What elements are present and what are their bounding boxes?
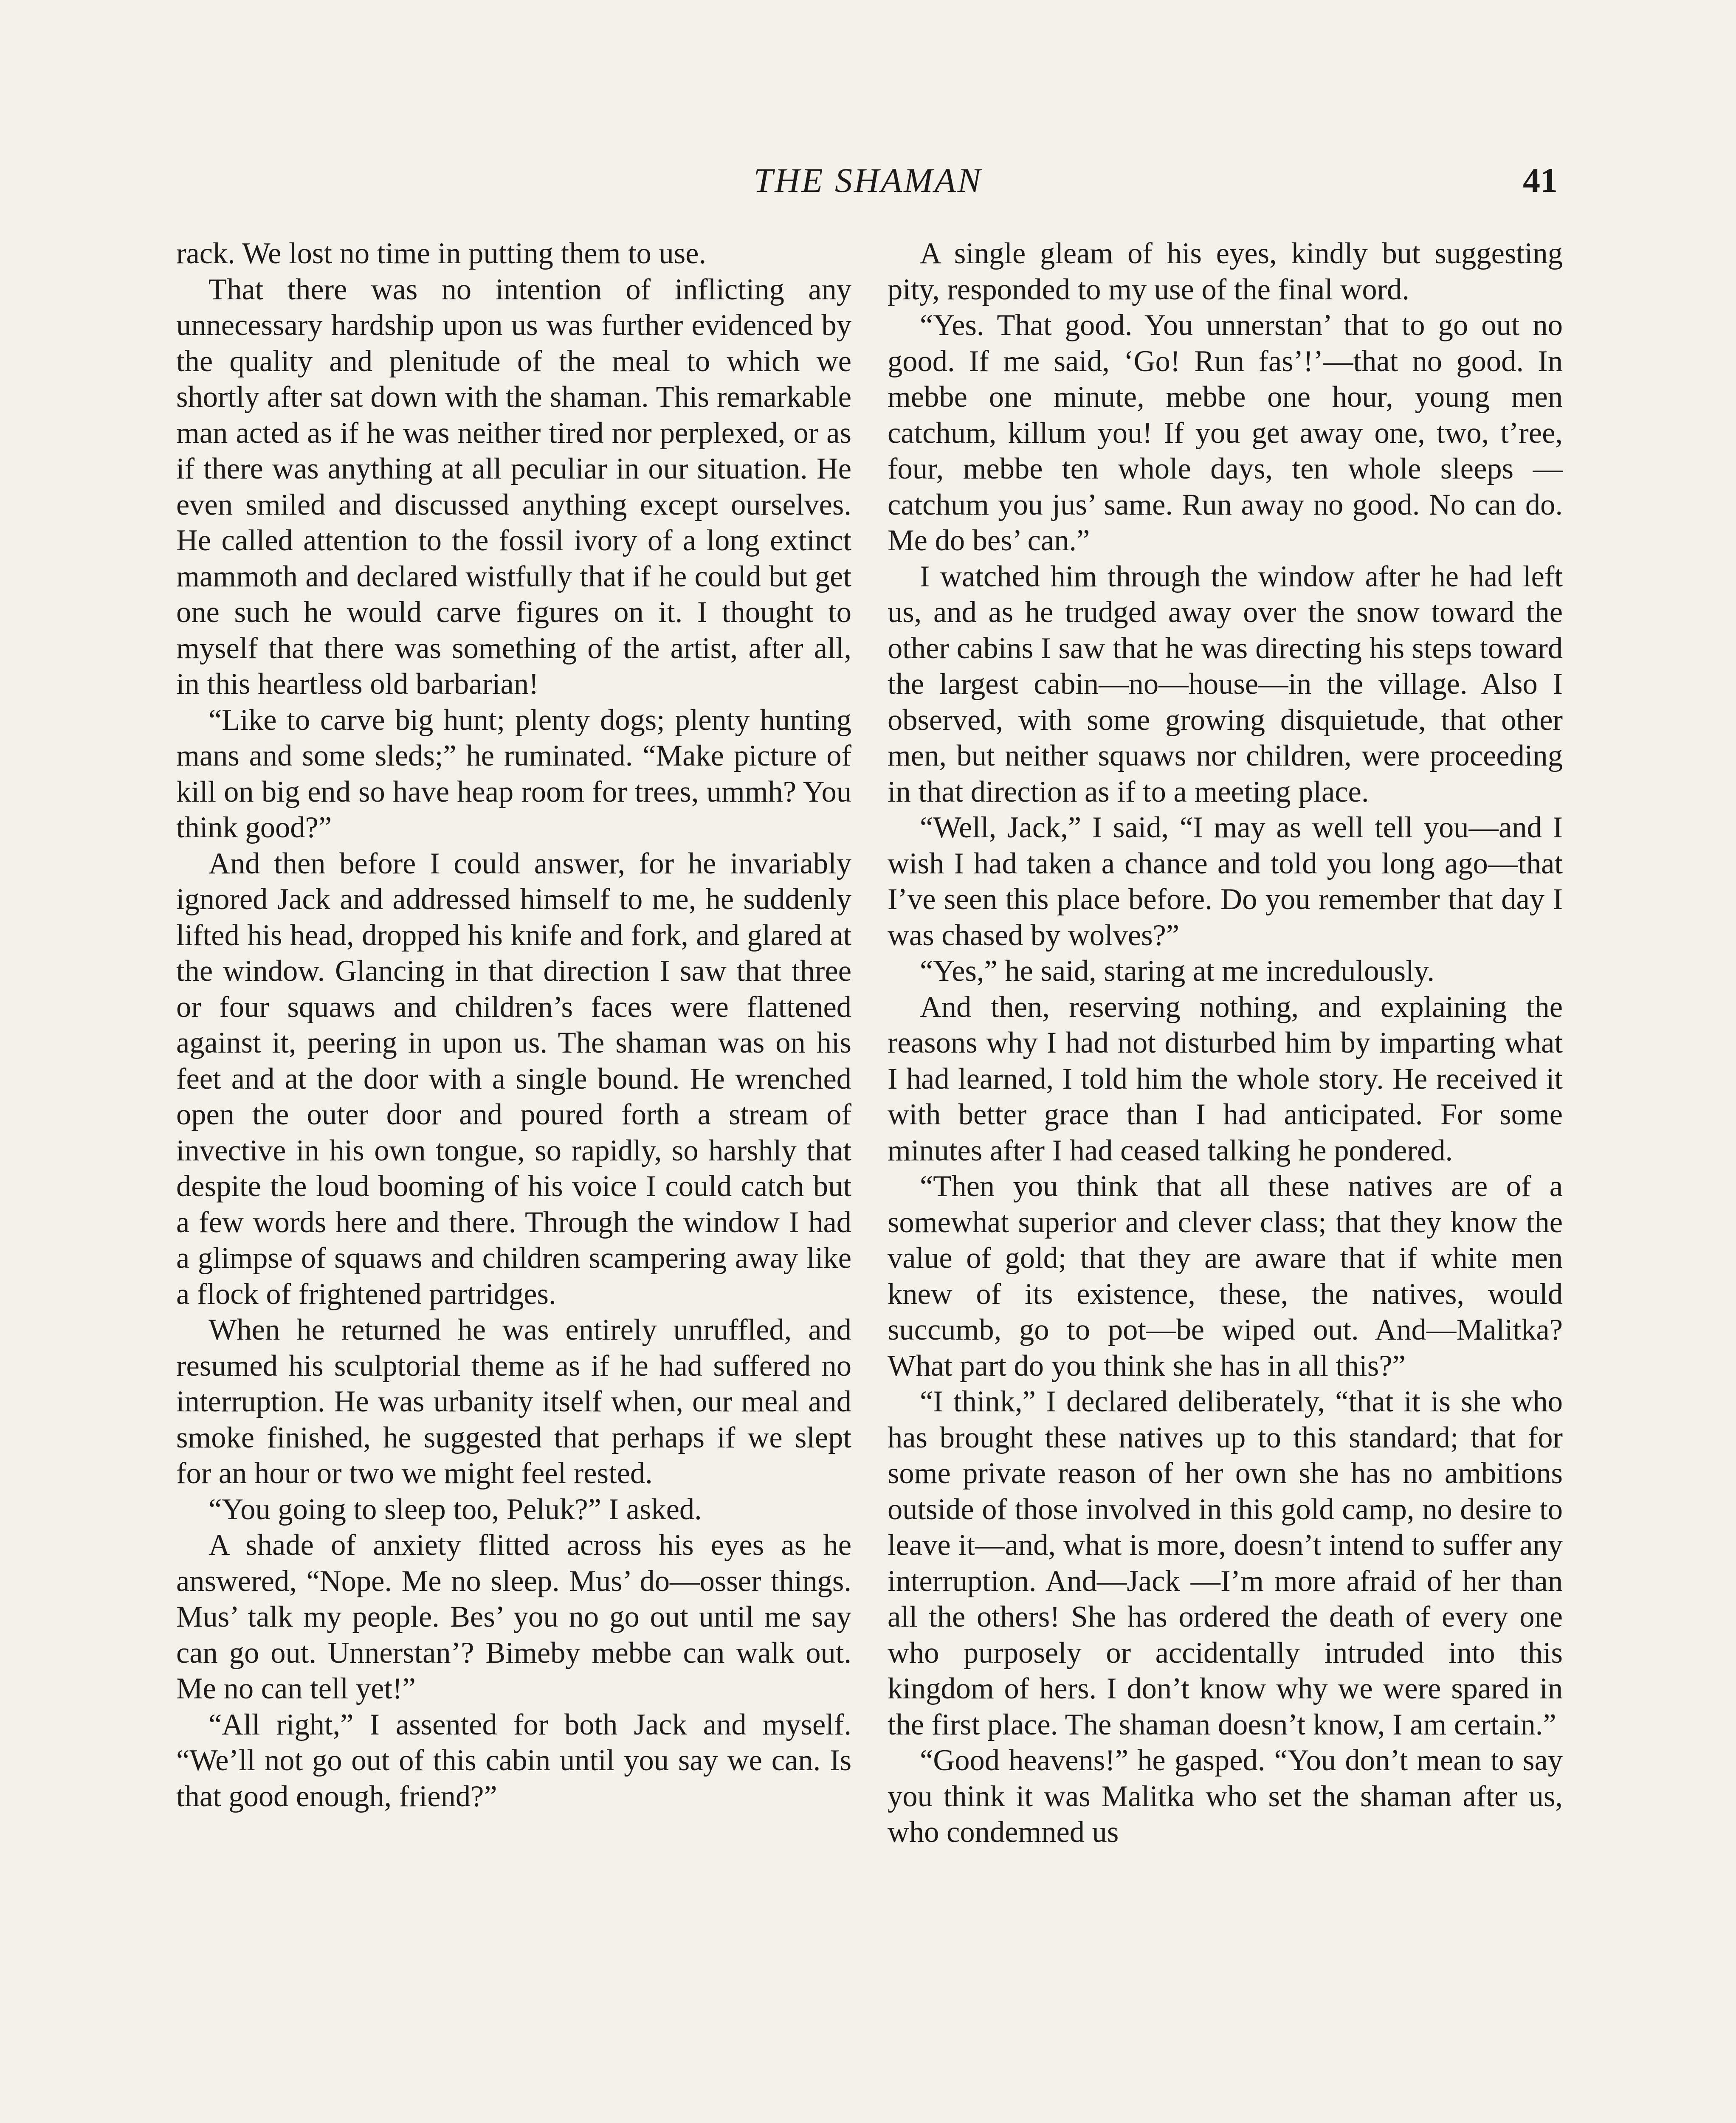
- paragraph: “You going to sleep too, Peluk?” I asked.: [209, 1492, 702, 1526]
- paragraph: “Good heavens!” he gasped. “You don’t mean to say you think it was Malitka who set the shaman after us, who condemned us: [888, 1744, 1563, 1849]
- paragraph: A shade of anxiety flitted across his eyes as he answered, “Nope. Me no sleep. Mus’ do—osser things. Mus’ talk my people. Bes’ you no go out until me say can go out. Unnerstan’? Bimeby mebbe can walk out. Me no can tell yet!”: [176, 1529, 851, 1705]
- left-column: [176, 236, 851, 1814]
- paragraph: “I think,” I declared deliberately, “that it is she who has brought these natives up to this standard; that for some private reason of her own she has no ambitions outside of those involved in this gold camp, no desire to leave it—and, what is more, doesn’t intend to suffer any interruption. And—Jack —I’m more afraid of her than all the others! She has ordered the death of every one who purposely or accidentally intruded into this kingdom of hers. I don’t know why we were spared in the first place. The shaman doesn’t know, I am certain.”: [888, 1385, 1563, 1741]
- paragraph: When he returned he was entirely unruffled, and resumed his sculptorial theme as if he had suffered no interruption. He was urbanity itself when, our meal and smoke finished, he suggested that perhaps if we slept for an hour or two we might feel rested.: [176, 1313, 851, 1490]
- paragraph: That there was no intention of inflicting any unnecessary hardship upon us was further evidenced by the quality and plenitude of the meal to which we shortly after sat down with the shaman. This remarkable man acted as if he was neither tired nor perplexed, or as if there was anything at all peculiar in our situation. He even smiled and discussed anything except ourselves. He called attention to the fossil ivory of a long extinct mammoth and declared wistfully that if he could but get one such he would carve figures on it. I thought to myself that there was something of the artist, after all, in this heartless old barbarian!: [176, 273, 851, 701]
- paragraph: “All right,” I assented for both Jack and myself. “We’ll not go out of this cabin until you say we can. Is that good enough, friend?”: [176, 1708, 851, 1813]
- paragraph: And then, reserving nothing, and explaining the reasons why I had not disturbed him by imparting what I had learned, I told him the whole story. He received it with better grace than I had anticipated. For some minutes after I had ceased talking he pondered.: [888, 990, 1563, 1167]
- paragraph: “Like to carve big hunt; plenty dogs; plenty hunting mans and some sleds;” he ruminated. “Make picture of kill on big end so have heap room for trees, ummh? You think good?”: [176, 703, 851, 844]
- right-column: [888, 236, 1563, 1850]
- running-title: THE SHAMAN: [753, 161, 983, 200]
- running-head: [0, 157, 1736, 204]
- page-number: 41: [1523, 161, 1558, 200]
- paragraph: And then before I could answer, for he invariably ignored Jack and addressed himself to me, he suddenly lifted his head, dropped his knife and fork, and glared at the window. Glancing in that direction I saw that three or four squaws and children’s faces were flattened against it, peering in upon us. The shaman was on his feet and at the door with a single bound. He wrenched open the outer door and poured forth a stream of invective in his own tongue, so rapidly, so harshly that despite the loud booming of his voice I could catch but a few words here and there. Through the window I had a glimpse of squaws and children scampering away like a flock of frightened partridges.: [176, 847, 851, 1311]
- paragraph: “Well, Jack,” I said, “I may as well tell you—and I wish I had taken a chance and told you long ago—that I’ve seen this place before. Do you remember that day I was chased by wolves?”: [888, 811, 1563, 952]
- paragraph: “Yes. That good. You unnerstan’ that to go out no good. If me said, ‘Go! Run fas’!’—that no good. In mebbe one minute, mebbe one hour, young men catchum, killum you! If you get away one, two, t’ree, four, mebbe ten whole days, ten whole sleeps —catchum you jus’ same. Run away no good. No can do. Me do bes’ can.”: [888, 309, 1563, 557]
- paragraph: rack. We lost no time in putting them to use.: [176, 237, 707, 270]
- paragraph: A single gleam of his eyes, kindly but suggesting pity, responded to my use of the final word.: [888, 237, 1563, 306]
- paragraph: “Then you think that all these natives are of a somewhat superior and clever class; that they know the value of gold; that they are aware that if white men knew of its existence, these, the natives, would succumb, go to pot—be wiped out. And—Malitka? What part do you think she has in all this?”: [888, 1170, 1563, 1382]
- paragraph: “Yes,” he said, staring at me incredulously.: [920, 955, 1434, 988]
- paragraph: I watched him through the window after he had left us, and as he trudged away over the snow toward the other cabins I saw that he was directing his steps toward the largest cabin—no—house—in the village. Also I observed, with some growing disquietude, that other men, but neither squaws nor children, were proceeding in that direction as if to a meeting place.: [888, 560, 1563, 808]
